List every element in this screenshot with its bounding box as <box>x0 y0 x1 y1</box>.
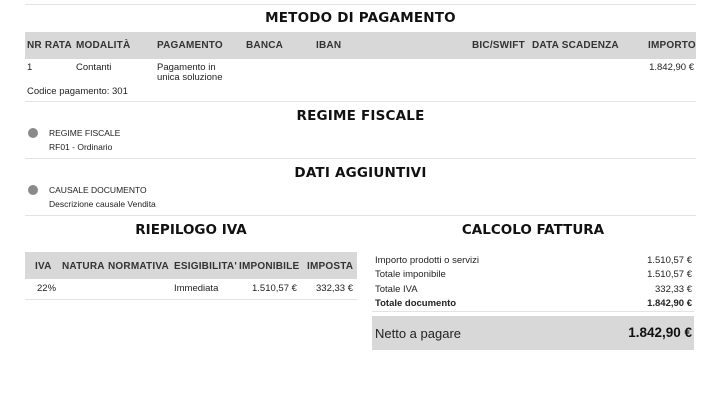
divider <box>25 101 696 102</box>
calc-value-iva: 332,33 € <box>655 284 692 295</box>
calc-label-importo: Importo prodotti o servizi <box>375 255 480 266</box>
netto-label: Netto a pagare <box>375 326 462 341</box>
cell-imposta: 332,33 € <box>316 283 353 294</box>
bullet-icon <box>28 185 38 195</box>
codice-pagamento: Codice pagamento: 301 <box>27 86 128 97</box>
header-imponibile: IMPONIBILE <box>239 261 300 272</box>
header-pagamento: PAGAMENTO <box>157 40 223 51</box>
header-iban: IBAN <box>316 40 342 51</box>
header-modalita: MODALITÀ <box>76 40 131 51</box>
top-divider <box>25 4 696 5</box>
header-normativa: NORMATIVA <box>108 261 169 272</box>
calcolo-fattura-title: CALCOLO FATTURA <box>461 222 605 238</box>
cell-iva: 22% <box>37 283 57 294</box>
regime-label: REGIME FISCALE <box>49 128 121 138</box>
cell-esigibilita: Immediata <box>174 283 219 294</box>
calc-label-totale: Totale documento <box>375 298 457 309</box>
calc-label-imponibile: Totale imponibile <box>375 269 446 280</box>
netto-value: 1.842,90 € <box>628 325 692 340</box>
divider <box>25 158 696 159</box>
calc-label-iva: Totale IVA <box>375 284 418 295</box>
bullet-icon <box>28 128 38 138</box>
header-banca: BANCA <box>246 40 284 51</box>
header-importo: IMPORTO <box>648 40 696 51</box>
cell-pagamento-line1: Pagamento in <box>157 62 216 73</box>
cell-modalita: Contanti <box>76 62 112 73</box>
header-nr-rata: NR RATA <box>27 40 72 51</box>
cell-pagamento-line2: unica soluzione <box>157 72 223 83</box>
header-imposta: IMPOSTA <box>307 261 354 272</box>
payment-section-title: METODO DI PAGAMENTO <box>265 10 456 26</box>
cell-importo: 1.842,90 € <box>649 62 694 73</box>
dati-section-title: DATI AGGIUNTIVI <box>294 165 427 181</box>
cell-imponibile: 1.510,57 € <box>252 283 297 294</box>
header-esigibilita: ESIGIBILITA' <box>174 261 237 272</box>
calc-value-importo: 1.510,57 € <box>647 255 692 266</box>
calc-value-imponibile: 1.510,57 € <box>647 269 692 280</box>
regime-value: RF01 - Ordinario <box>49 142 113 152</box>
riepilogo-iva-title: RIEPILOGO IVA <box>135 222 247 238</box>
header-bic-swift: BIC/SWIFT <box>472 40 525 51</box>
causale-value: Descrizione causale Vendita <box>49 199 156 209</box>
causale-label: CAUSALE DOCUMENTO <box>49 185 147 195</box>
divider <box>25 299 357 300</box>
calc-value-totale: 1.842,90 € <box>647 298 692 309</box>
divider <box>25 215 696 216</box>
divider <box>372 311 694 312</box>
header-data-scadenza: DATA SCADENZA <box>532 40 619 51</box>
header-natura: NATURA <box>62 261 105 272</box>
regime-section-title: REGIME FISCALE <box>296 108 425 124</box>
cell-nr-rata: 1 <box>27 62 33 73</box>
header-iva: IVA <box>35 261 52 272</box>
